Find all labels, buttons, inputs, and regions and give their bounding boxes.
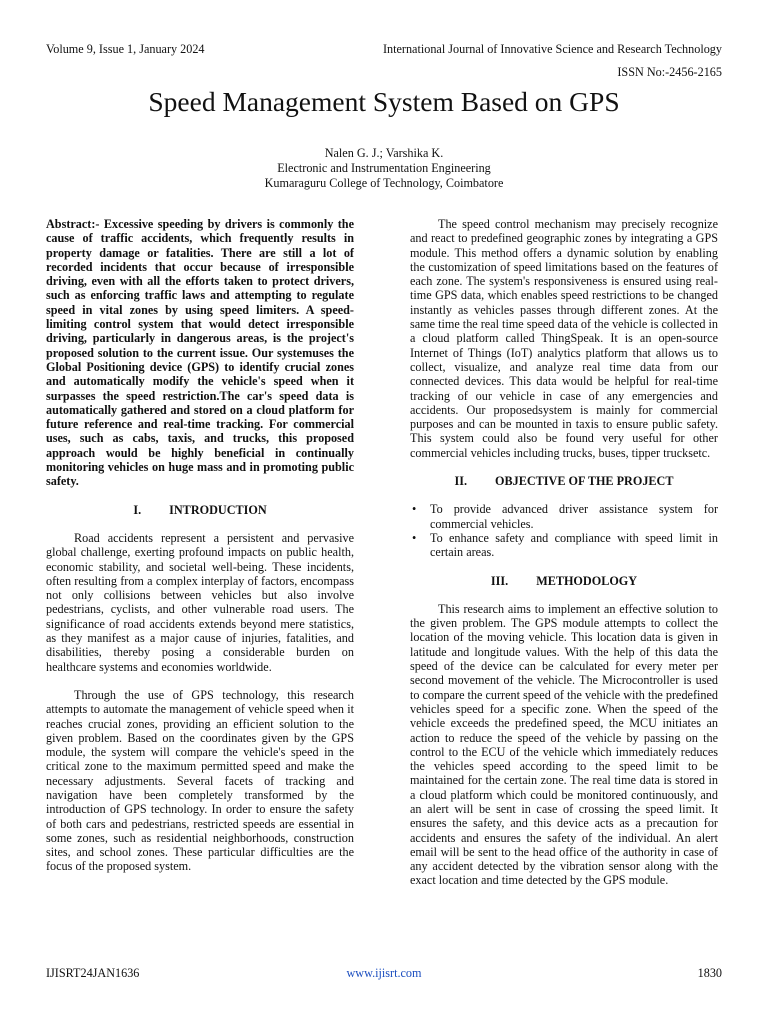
body-paragraph: The speed control mechanism may precisely recognize and react to predefined geographic zones by integrating a GPS module. This method offers a dynamic solution by enabling the customization of speed limitations based on the features of each zone. The system's responsiveness is ensured using real-time GPS data, which enables speed restrictions to be changed instantly as vehicles passes through different zones. At the same time the real time speed data of the vehicle is collected in a cloud platform called ThingSpeak. It is an open-source Internet of Things (IoT) analytics platform that allows us to collect, visualize, and analyze real time data from our connected devices. This data would be helpful for real-time tracking of our vehicle in case of any emergencies and accidents. Our proposedsystem is mainly for commercial purposes and can be mounted in taxis to ensure public safety. This system could also be found very useful for other commercial vehicles including trucks, buses, tipper trucksetc. — [410, 217, 718, 460]
section-heading-introduction — [46, 503, 354, 517]
journal-name: International Journal of Innovative Science and Research Technology — [382, 42, 722, 56]
section-heading-objective — [410, 474, 718, 488]
section-heading-methodology — [410, 574, 718, 588]
section-title: METHODOLOGY — [536, 573, 638, 588]
bullet-icon: • — [412, 530, 417, 545]
right-column — [410, 217, 718, 888]
volume-info: Volume 9, Issue 1, January 2024 — [46, 42, 205, 56]
section-title: OBJECTIVE OF THE PROJECT — [495, 474, 674, 489]
author-names: Nalen G. J.; Varshika K. — [324, 146, 444, 160]
section-number: II. — [454, 474, 468, 489]
author-department: Electronic and Instrumentation Engineering — [277, 161, 491, 175]
section-title: INTRODUCTION — [169, 502, 267, 517]
author-block — [0, 146, 768, 191]
intro-paragraph-2: Through the use of GPS technology, this research attempts to automate the management of vehicle speed when it reaches crucial zones, providing an efficient solution to the given problem. Based on the coordinates given by the GPS module, the system will compare the vehicle's speed in the critical zone to the maximum permitted speed and make the necessary adjustments. Several facets of tracking and navigation have been completely transformed by the introduction of GPS technology. In order to ensure the safety of both cars and pedestrians, restricted speeds are essential in some zones, such as residential neighborhoods, construction sites, and school zones. These particular difficulties are the focus of the proposed system. — [46, 687, 354, 874]
abstract: Abstract:- Excessive speeding by drivers is commonly the cause of traffic accidents, which frequently results in property damage or fatalities. There are still a lot of recorded incidents that occur because of irresponsible driving, even with all the efforts taken to protect drivers, such as enforcing traffic laws and attempting to regulate speed in vital zones by using speed limiters. A speed-limiting control system that would detect irresponsible driving, particularly in dangerous areas, is the project's proposed solution to the current issue. Our systemuses the Global Positioning device (GPS) to identify crucial zones and automatically modify the vehicle's speed when it surpasses the speed restriction.The car's speed data is automatically gathered and stored on a cloud platform for future reference and real-time tracking. For commercial uses, such as cabs, taxis, and trucks, this proposed approach would be highly beneficial in continually monitoring vehicles on huge mass and in promoting public safety. — [46, 217, 354, 489]
left-column — [46, 217, 354, 874]
paper-code: IJISRT24JAN1636 — [46, 966, 140, 980]
section-number: III. — [490, 573, 509, 588]
section-number: I. — [133, 502, 142, 517]
objective-list — [410, 502, 718, 559]
issn: ISSN No:-2456-2165 — [617, 65, 722, 79]
list-item: • To enhance safety and compliance with speed limit in certain areas. — [412, 530, 718, 560]
methodology-paragraph: This research aims to implement an effective solution to the given problem. The GPS module attempts to collect the location of the moving vehicle. This location data is given in latitude and longitude values. With the help of this data the speed of the device can be calculated for every meter per second movement of the vehicle. The Microcontroller is used to compare the current speed of the vehicle with the predefined vehicles speed for a specific zone. When the speed of the vehicle exceeds the predefined speed, the MCU initiates an action to reduce the speed of the vehicle by passing on the control to the ECU of the vehicle which immediately reduces the vehicles speed according to the speed limit to be maintained for the certain zone. The real time data is stored in a cloud platform which could be monitored continuously, and an alert will be sent in case of crossing the speed limit. It ensures the safety, and this device acts as a precaution for accidents and ensures the safety of the individual. An alert email will be sent to the head office of the authority in case of any accident detected by the vibration sensor along with the exact location and time detected by the GPS module. — [410, 601, 718, 888]
bullet-icon: • — [412, 502, 417, 517]
page-number: 1830 — [697, 966, 722, 980]
journal-link-wrap — [0, 966, 768, 981]
author-college: Kumaraguru College of Technology, Coimbatore — [264, 176, 504, 190]
paper-title: Speed Management System Based on GPS — [148, 86, 620, 117]
journal-url-link[interactable]: www.ijisrt.com — [346, 966, 422, 980]
intro-paragraph-1: Road accidents represent a persistent and pervasive global challenge, exerting profound impacts on public health, economic stability, and societal well-being. These incidents, often resulting from a complex interplay of factors, encompass not only collisions between vehicles but also involve pedestrians, cyclists, and other vulnerable road users. The significance of road accidents extends beyond mere statistics, as they manifest as a major cause of injuries, fatalities, and disabilities, thereby posing a considerable burden on healthcare systems and economies worldwide. — [46, 530, 354, 674]
list-item: • To provide advanced driver assistance system for commercial vehicles. — [412, 502, 718, 531]
